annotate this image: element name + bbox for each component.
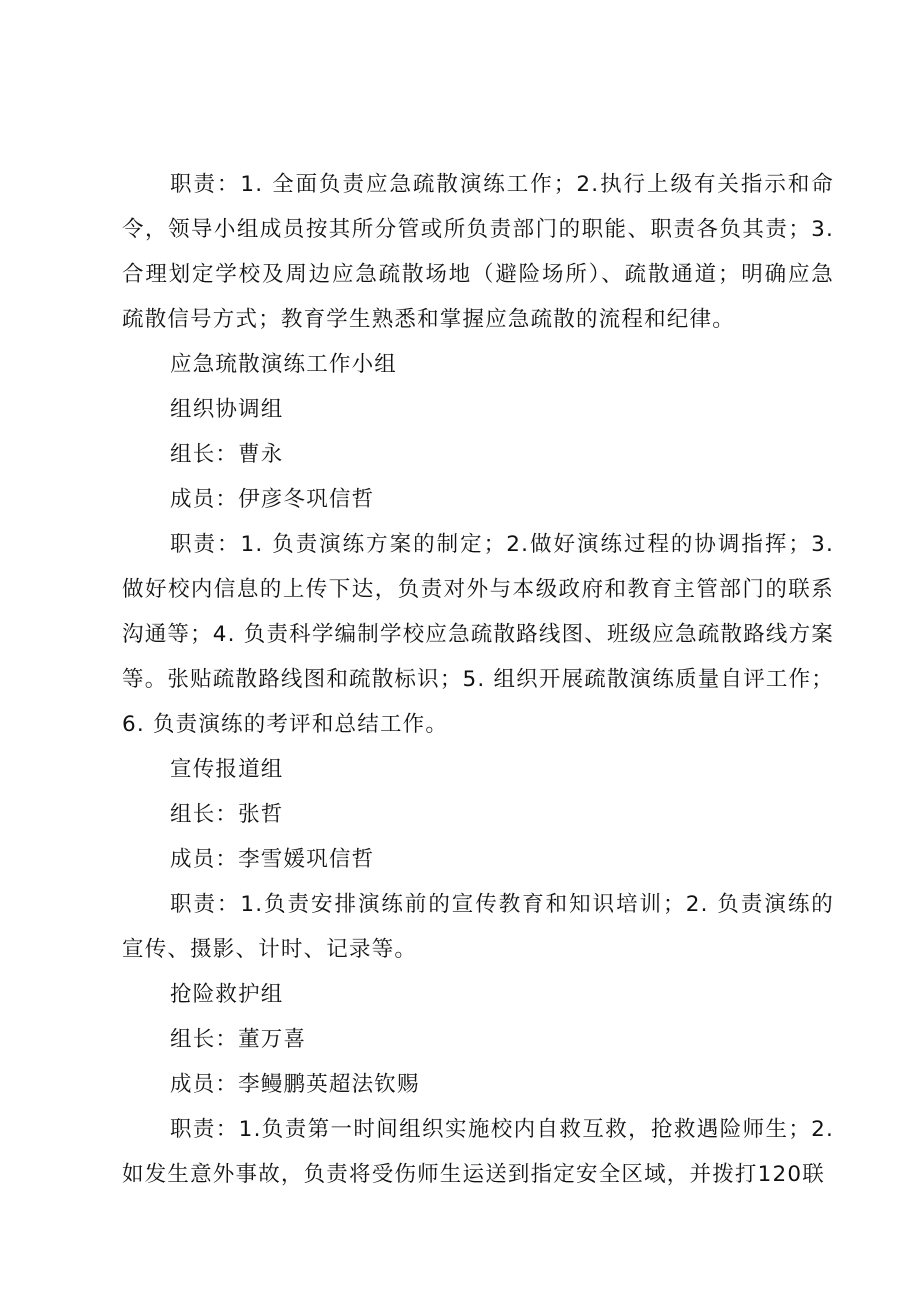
paragraph-coordination-duties: 职责：1. 负责演练方案的制定；2.做好演练过程的协调指挥；3.做好校内信息的上传下达，负责对外与本级政府和教育主管部门的联系沟通等；4. 负责科学编制学校应急疏散路线图、班级应急疏散路线方案等。张贴疏散路线图和疏散标识；5. 组织开展疏散演练质量自评工作；6. 负责演练的考评和总结工作。 <box>122 532 834 737</box>
paragraph-leadership-duties: 职责：1. 全面负责应急疏散演练工作；2.执行上级有关指示和命令，领导小组成员按其所分管或所负责部门的职能、职责各负其责；3.合理划定学校及周边应急疏散场地（避险场所）、疏散通道；明确应急疏散信号方式；教育学生熟悉和掌握应急疏散的流程和纪律。 <box>122 172 834 332</box>
publicity-group-leader: 组长：张哲 <box>170 802 284 827</box>
heading-coordination-group: 组织协调组 <box>170 397 284 422</box>
publicity-group-members: 成员：李雪媛巩信哲 <box>170 847 375 872</box>
coordination-group-members: 成员：伊彦冬巩信哲 <box>170 487 375 512</box>
heading-rescue-group: 抢险救护组 <box>170 982 284 1007</box>
heading-publicity-group: 宣传报道组 <box>170 757 284 782</box>
coordination-group-leader: 组长：曹永 <box>170 442 284 467</box>
paragraph-publicity-duties: 职责：1.负责安排演练前的宣传教育和知识培训；2. 负责演练的宣传、摄影、计时、记录等。 <box>122 892 834 962</box>
rescue-group-leader: 组长：董万喜 <box>170 1027 307 1052</box>
paragraph-rescue-duties: 职责：1.负责第一时间组织实施校内自救互救，抢救遇险师生；2.如发生意外事故，负责将受伤师生运送到指定安全区域，并拨打120联 <box>122 1117 834 1187</box>
heading-drill-working-group: 应急琉散演练工作小组 <box>170 352 398 377</box>
rescue-group-members: 成员：李鳗鹏英超法钦赐 <box>170 1072 420 1097</box>
document-body <box>122 162 834 1197</box>
